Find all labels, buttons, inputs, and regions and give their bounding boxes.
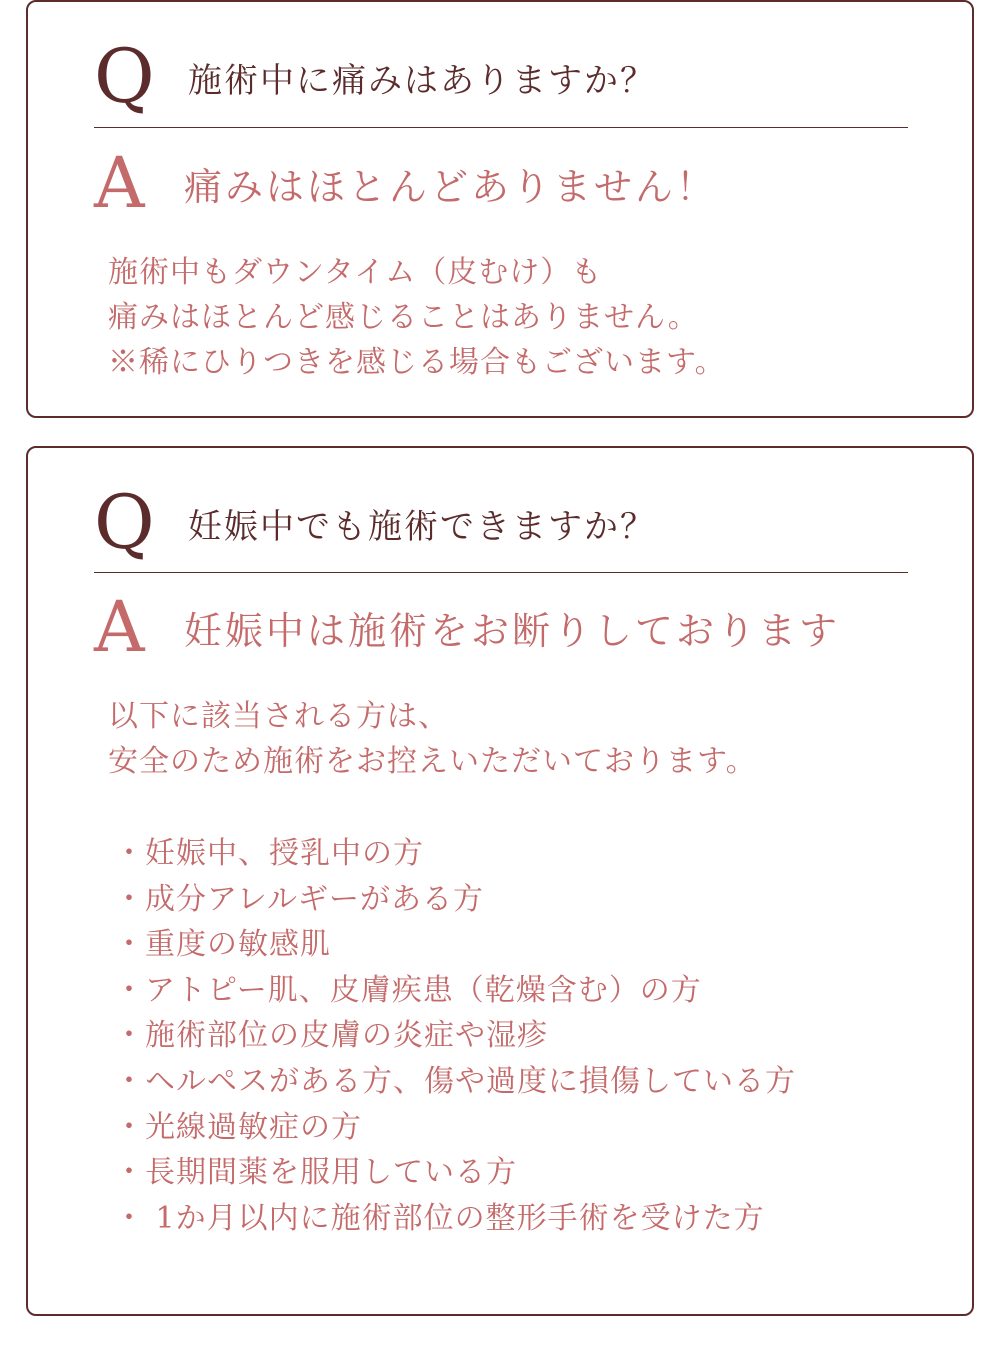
answer-headline: 妊娠中は施術をお断りしております bbox=[184, 608, 841, 653]
answer-body-line: ※稀にひりつきを感じる場合もございます。 bbox=[108, 345, 726, 380]
list-item: ・ヘルペスがある方、傷や過度に損傷している方 bbox=[114, 1063, 796, 1099]
list-item: ・光線過敏症の方 bbox=[114, 1109, 362, 1145]
divider bbox=[94, 572, 908, 573]
faq-card-1 bbox=[26, 0, 974, 418]
list-item: ・ 1か月以内に施術部位の整形手術を受けた方 bbox=[114, 1200, 765, 1236]
answer-body-line: 以下に該当される方は、 bbox=[108, 699, 449, 734]
list-item: ・成分アレルギーがある方 bbox=[114, 881, 485, 917]
list-item: ・施術部位の皮膚の炎症や湿疹 bbox=[114, 1018, 548, 1054]
answer-body bbox=[108, 694, 757, 784]
question-letter: Q bbox=[94, 480, 155, 566]
list-item: ・アトピー肌、皮膚疾患（乾燥含む）の方 bbox=[114, 972, 702, 1008]
answer-row bbox=[94, 142, 718, 224]
answer-row bbox=[94, 586, 841, 668]
faq-card-2 bbox=[26, 446, 974, 1316]
answer-headline: 痛みはほとんどありません！ bbox=[184, 164, 718, 209]
question-row bbox=[94, 34, 656, 120]
list-item: ・妊娠中、授乳中の方 bbox=[114, 836, 424, 871]
question-letter: Q bbox=[94, 34, 155, 120]
restriction-list bbox=[114, 831, 796, 1241]
question-row bbox=[94, 480, 656, 566]
list-item: ・重度の敏感肌 bbox=[114, 927, 331, 963]
answer-letter: A bbox=[94, 142, 145, 224]
question-text: 妊娠中でも施術できますか？ bbox=[188, 506, 656, 547]
list-item: ・長期間薬を服用している方 bbox=[114, 1155, 517, 1191]
answer-body-line: 痛みはほとんど感じることはありません。 bbox=[108, 300, 699, 335]
answer-body-line: 安全のため施術をお控えいただいております。 bbox=[108, 744, 757, 779]
answer-body-line: 施術中もダウンタイム（皮むけ）も bbox=[108, 255, 603, 290]
question-text: 施術中に痛みはありますか？ bbox=[188, 60, 656, 101]
divider bbox=[94, 127, 908, 128]
answer-body bbox=[108, 250, 726, 385]
answer-letter: A bbox=[94, 586, 145, 668]
